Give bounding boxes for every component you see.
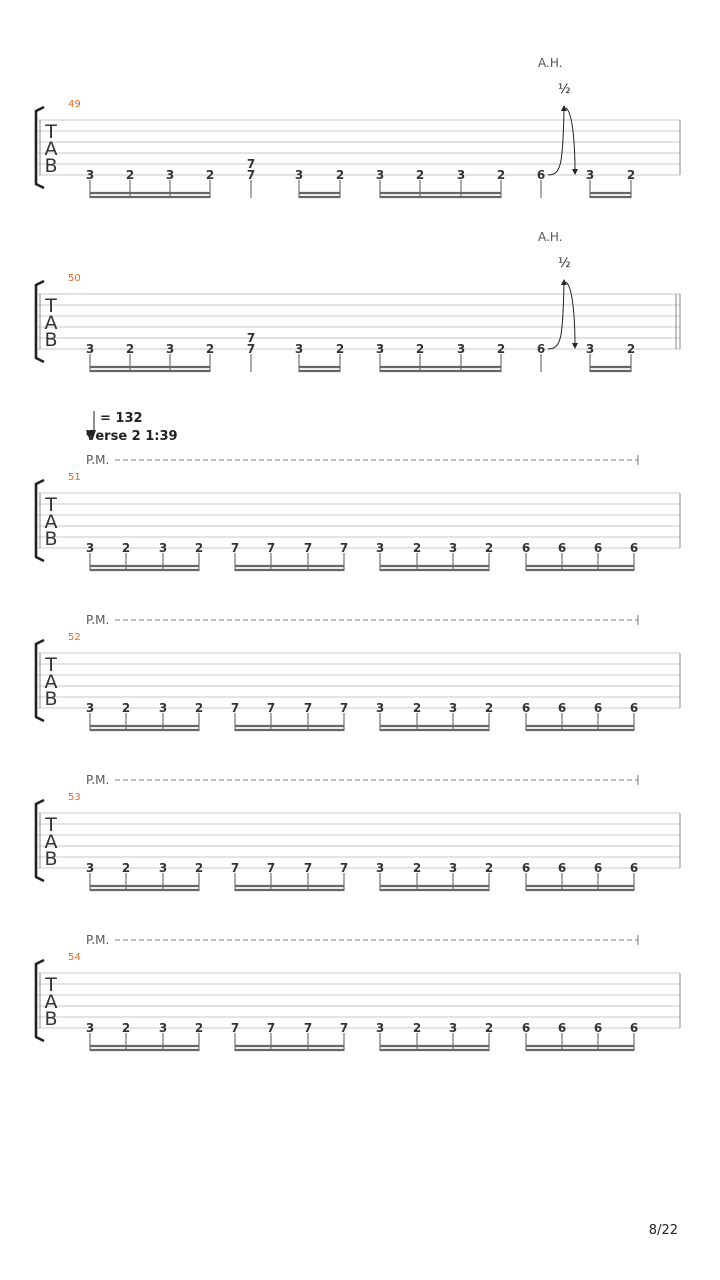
fret-number: 3	[158, 541, 168, 555]
bend-release-arrow	[566, 282, 575, 346]
tab-system	[36, 933, 680, 1051]
tab-letter-t: T	[45, 295, 57, 317]
fret-number: 2	[415, 168, 425, 182]
fret-number: 6	[557, 701, 567, 715]
fret-number: 7	[303, 1021, 313, 1035]
fret-number: 3	[448, 1021, 458, 1035]
fret-number: 2	[412, 541, 422, 555]
tab-letter-t: T	[45, 494, 57, 516]
fret-number: 3	[585, 342, 595, 356]
fret-number: 6	[593, 1021, 603, 1035]
measure-number: 51	[68, 472, 81, 483]
fret-number: 2	[121, 861, 131, 875]
tab-letter-t: T	[45, 974, 57, 996]
chord-fret-number: 7	[246, 157, 256, 171]
artificial-harmonic-label: A.H.	[538, 56, 563, 70]
fret-number: 2	[415, 342, 425, 356]
fret-number: 6	[536, 168, 546, 182]
fret-number: 3	[448, 861, 458, 875]
fret-number: 6	[521, 861, 531, 875]
fret-number: 2	[205, 168, 215, 182]
fret-number: 2	[194, 861, 204, 875]
fret-number: 7	[230, 541, 240, 555]
tempo-bpm: = 132	[100, 411, 143, 426]
fret-number: 2	[496, 342, 506, 356]
measure-number: 53	[68, 792, 81, 803]
palm-mute-label: P.M.	[86, 613, 110, 627]
fret-number: 6	[521, 541, 531, 555]
fret-number: 3	[85, 701, 95, 715]
fret-number: 2	[125, 342, 135, 356]
fret-number: 2	[335, 342, 345, 356]
page-number: 8/22	[648, 1223, 678, 1238]
fret-number: 2	[194, 701, 204, 715]
tab-letter-b: B	[44, 528, 58, 550]
tab-letter-a: A	[44, 312, 58, 334]
fret-number: 3	[158, 861, 168, 875]
fret-number: 6	[629, 1021, 639, 1035]
fret-number: 7	[339, 861, 349, 875]
artificial-harmonic-label: A.H.	[538, 230, 563, 244]
fret-number: 7	[339, 541, 349, 555]
palm-mute-label: P.M.	[86, 933, 110, 947]
tempo-marking	[86, 411, 178, 444]
tab-letter-b: B	[44, 1008, 58, 1030]
tab-letter-a: A	[44, 831, 58, 853]
fret-number: 2	[194, 1021, 204, 1035]
measure-number: 50	[68, 273, 81, 284]
fret-number: 3	[448, 701, 458, 715]
fret-number: 3	[585, 168, 595, 182]
fret-number: 2	[412, 1021, 422, 1035]
fret-number: 2	[194, 541, 204, 555]
fret-number: 3	[456, 168, 466, 182]
bend-amount-label: ½	[558, 82, 571, 97]
fret-number: 3	[375, 541, 385, 555]
fret-number: 7	[339, 701, 349, 715]
fret-number: 3	[85, 168, 95, 182]
fret-number: 2	[626, 168, 636, 182]
tab-letter-a: A	[44, 671, 58, 693]
fret-number: 7	[303, 541, 313, 555]
fret-number: 7	[246, 168, 256, 182]
fret-number: 2	[121, 541, 131, 555]
fret-number: 3	[375, 861, 385, 875]
fret-number: 3	[375, 342, 385, 356]
fret-number: 7	[230, 701, 240, 715]
fret-number: 6	[557, 861, 567, 875]
tab-letter-a: A	[44, 991, 58, 1013]
fret-number: 2	[626, 342, 636, 356]
fret-number: 3	[294, 342, 304, 356]
fret-number: 3	[85, 1021, 95, 1035]
fret-number: 7	[266, 1021, 276, 1035]
fret-number: 3	[448, 541, 458, 555]
fret-number: 6	[521, 1021, 531, 1035]
fret-number: 3	[85, 541, 95, 555]
fret-number: 7	[303, 701, 313, 715]
chord-fret-number: 7	[246, 331, 256, 345]
fret-number: 3	[375, 701, 385, 715]
fret-number: 2	[205, 342, 215, 356]
tab-letter-b: B	[44, 688, 58, 710]
fret-number: 3	[85, 861, 95, 875]
tab-system	[36, 453, 680, 571]
fret-number: 6	[629, 861, 639, 875]
fret-number: 3	[456, 342, 466, 356]
measure-number: 52	[68, 632, 81, 643]
fret-number: 2	[484, 541, 494, 555]
fret-number: 7	[303, 861, 313, 875]
fret-number: 2	[484, 861, 494, 875]
tab-letter-a: A	[44, 511, 58, 533]
tab-letter-t: T	[45, 121, 57, 143]
fret-number: 3	[85, 342, 95, 356]
tab-system	[36, 613, 680, 731]
fret-number: 3	[165, 168, 175, 182]
fret-number: 3	[375, 168, 385, 182]
fret-number: 7	[266, 541, 276, 555]
fret-number: 7	[230, 861, 240, 875]
fret-number: 7	[339, 1021, 349, 1035]
tab-letter-b: B	[44, 848, 58, 870]
systems-layer	[36, 56, 680, 1051]
tab-system	[36, 230, 680, 372]
fret-number: 6	[521, 701, 531, 715]
measure-number: 49	[68, 99, 81, 110]
fret-number: 2	[335, 168, 345, 182]
fret-number: 2	[496, 168, 506, 182]
fret-number: 6	[629, 541, 639, 555]
fret-number: 3	[375, 1021, 385, 1035]
section-label: Verse 2 1:39	[86, 429, 178, 444]
fret-number: 7	[230, 1021, 240, 1035]
fret-number: 2	[125, 168, 135, 182]
tab-letter-t: T	[45, 814, 57, 836]
fret-number: 3	[294, 168, 304, 182]
tab-system	[36, 56, 680, 198]
tab-letter-b: B	[44, 329, 58, 351]
fret-number: 7	[246, 342, 256, 356]
fret-number: 6	[557, 541, 567, 555]
fret-number: 2	[121, 1021, 131, 1035]
fret-number: 6	[536, 342, 546, 356]
fret-number: 3	[158, 701, 168, 715]
fret-number: 2	[412, 861, 422, 875]
fret-number: 6	[593, 541, 603, 555]
fret-number: 2	[121, 701, 131, 715]
measure-number: 54	[68, 952, 81, 963]
fret-number: 6	[593, 861, 603, 875]
tab-system	[36, 773, 680, 891]
fret-number: 6	[593, 701, 603, 715]
fret-number: 6	[629, 701, 639, 715]
fret-number: 6	[557, 1021, 567, 1035]
fret-number: 7	[266, 861, 276, 875]
fret-number: 7	[266, 701, 276, 715]
palm-mute-label: P.M.	[86, 453, 110, 467]
fret-number: 2	[484, 701, 494, 715]
tab-letter-t: T	[45, 654, 57, 676]
fret-number: 3	[165, 342, 175, 356]
bend-release-arrow	[566, 108, 575, 172]
tab-letter-b: B	[44, 155, 58, 177]
bend-amount-label: ½	[558, 256, 571, 271]
fret-number: 3	[158, 1021, 168, 1035]
fret-number: 2	[484, 1021, 494, 1035]
fret-number: 2	[412, 701, 422, 715]
tab-letter-a: A	[44, 138, 58, 160]
palm-mute-label: P.M.	[86, 773, 110, 787]
